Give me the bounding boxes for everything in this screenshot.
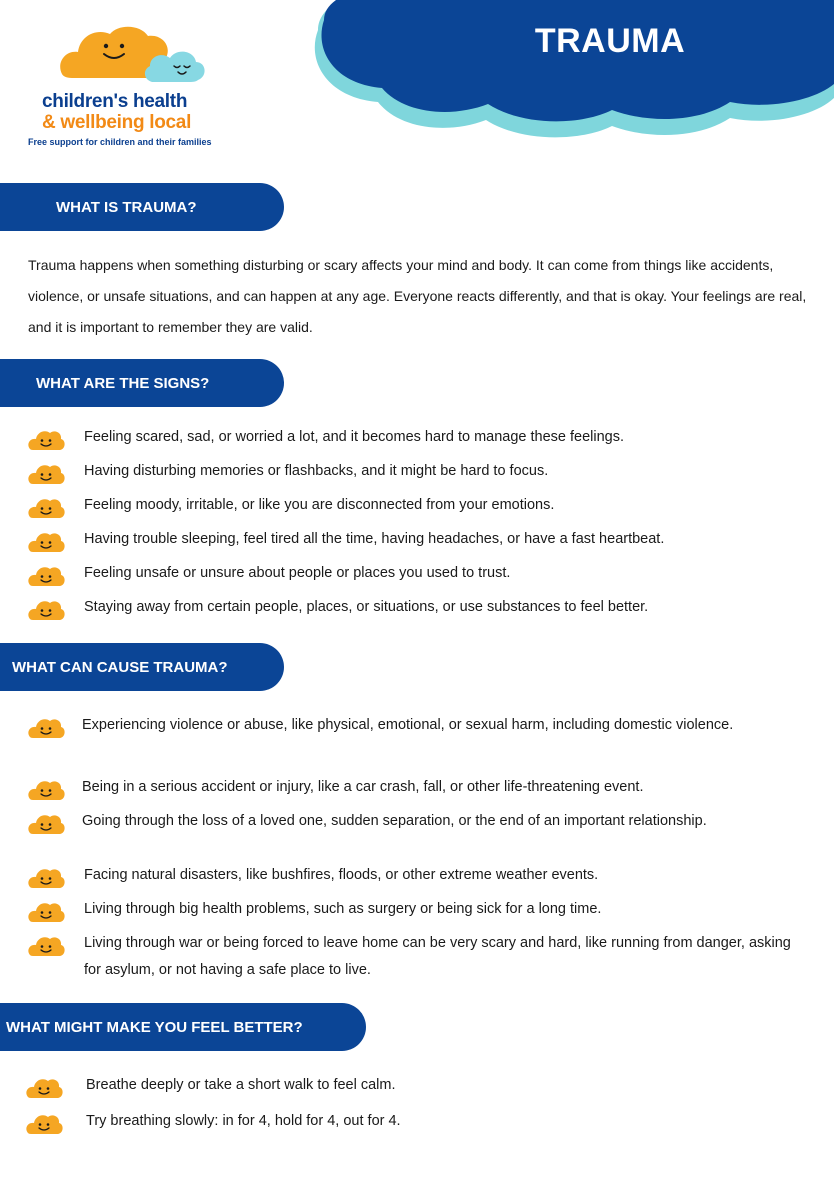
list-item-text: Going through the loss of a loved one, sudden separation, or the end of an important relationship.	[82, 813, 707, 829]
list-item-text: Staying away from certain people, places, or situations, or use substances to feel better.	[84, 599, 649, 615]
list-item-text: Having trouble sleeping, feel tired all the time, having headaches, or have a fast heartbeat.	[84, 531, 665, 547]
logo-tagline: Free support for children and their families	[28, 137, 212, 147]
causes-list	[0, 712, 834, 986]
logo-line-2: & wellbeing local	[42, 112, 192, 133]
smiling-cloud-icon	[26, 865, 66, 891]
list-item-text: Living through war or being forced to leave home can be very scary and hard, like running from danger, asking for asylum, or not having a safe place to live.	[84, 935, 791, 978]
list-item	[0, 862, 834, 896]
section-heading-what-is-trauma: WHAT IS TRAUMA?	[0, 183, 284, 231]
list-item-text: Try breathing slowly: in for 4, hold for 4, out for 4.	[86, 1113, 401, 1129]
logo-cloud-icon	[56, 24, 206, 86]
section-heading-feel-better: WHAT MIGHT MAKE YOU FEEL BETTER?	[0, 1003, 366, 1051]
list-item	[0, 930, 834, 986]
list-item-text: Living through big health problems, such as surgery or being sick for a long time.	[84, 901, 602, 917]
signs-list	[0, 424, 834, 628]
list-item	[0, 774, 834, 808]
list-item-text: Feeling moody, irritable, or like you are disconnected from your emotions.	[84, 497, 555, 513]
smiling-cloud-icon	[26, 777, 66, 803]
smiling-cloud-icon	[26, 597, 66, 623]
list-item	[0, 712, 834, 774]
list-item	[0, 896, 834, 930]
list-item	[0, 560, 834, 594]
smiling-cloud-icon	[26, 495, 66, 521]
list-item	[0, 808, 834, 862]
smiling-cloud-icon	[26, 529, 66, 555]
list-item	[0, 1072, 834, 1108]
list-item	[0, 424, 834, 458]
logo-line-1: children's health	[42, 91, 188, 112]
list-item	[0, 1108, 834, 1144]
smiling-cloud-icon	[26, 899, 66, 925]
smiling-cloud-icon	[26, 461, 66, 487]
smiling-cloud-icon	[24, 1111, 64, 1137]
smiling-cloud-icon	[26, 563, 66, 589]
what-is-trauma-paragraph: Trauma happens when something disturbing or scary affects your mind and body. It can come from things like accidents, violence, or unsafe situations, and can happen at any age. Everyone reacts differently, and that is okay. Your feelings are real, and it is important to remember they are valid.	[28, 257, 807, 335]
list-item-text: Being in a serious accident or injury, like a car crash, fall, or other life-threatening event.	[82, 779, 644, 795]
list-item-text: Feeling unsafe or unsure about people or places you used to trust.	[84, 565, 511, 581]
feel-better-list	[0, 1072, 834, 1144]
smiling-cloud-icon	[26, 715, 66, 741]
smiling-cloud-icon	[26, 427, 66, 453]
list-item-text: Feeling scared, sad, or worried a lot, and it becomes hard to manage these feelings.	[84, 429, 625, 445]
smiling-cloud-icon	[26, 811, 66, 837]
list-item-text: Facing natural disasters, like bushfires, floods, or other extreme weather events.	[84, 867, 599, 883]
page-title: TRAUMA	[534, 22, 686, 60]
section-heading-signs: WHAT ARE THE SIGNS?	[0, 359, 284, 407]
section-heading-causes: WHAT CAN CAUSE TRAUMA?	[0, 643, 284, 691]
smiling-cloud-icon	[24, 1075, 64, 1101]
list-item	[0, 492, 834, 526]
list-item-text: Having disturbing memories or flashbacks, and it might be hard to focus.	[84, 463, 549, 479]
smiling-cloud-icon	[26, 933, 66, 959]
list-item	[0, 526, 834, 560]
list-item-text: Breathe deeply or take a short walk to feel calm.	[86, 1077, 396, 1093]
list-item	[0, 594, 834, 628]
list-item	[0, 458, 834, 492]
list-item-text: Experiencing violence or abuse, like physical, emotional, or sexual harm, including domestic violence.	[82, 717, 734, 733]
logo	[22, 24, 262, 154]
